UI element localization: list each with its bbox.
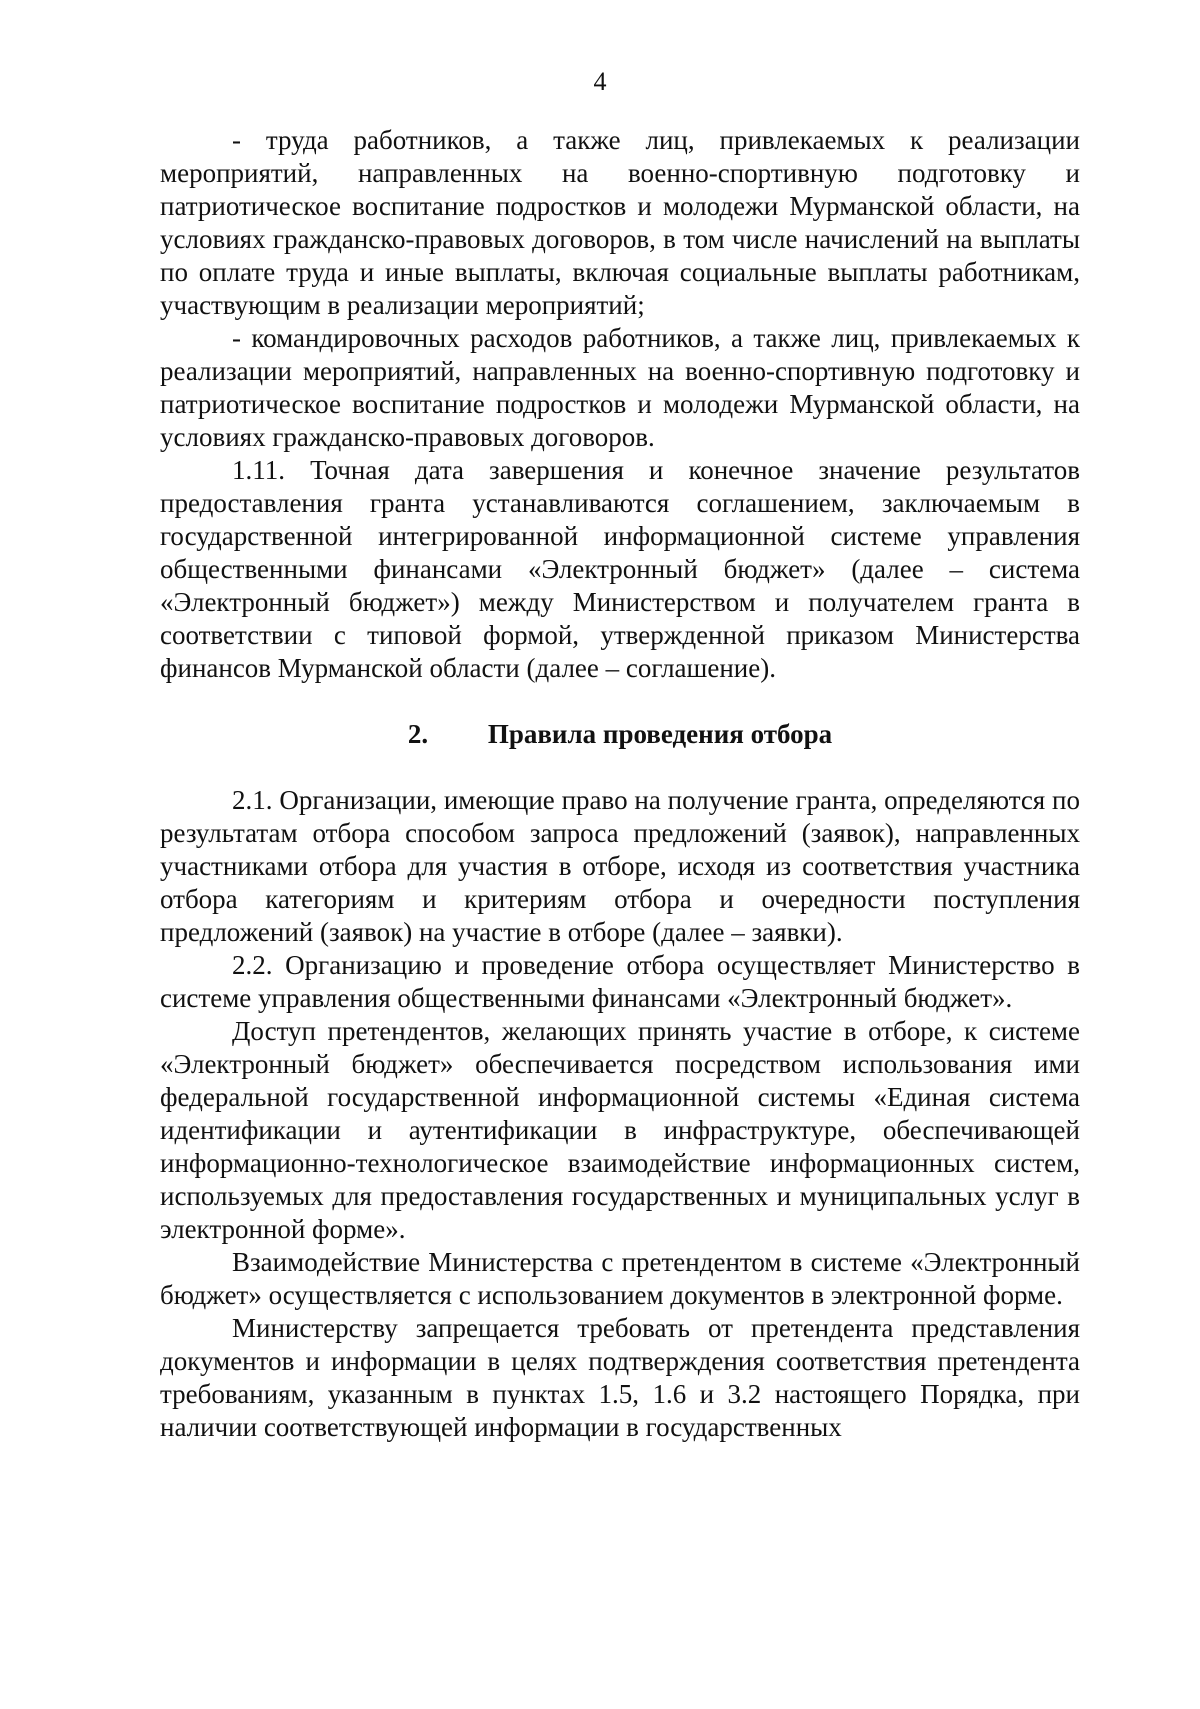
document-body xyxy=(160,124,1080,1444)
section-title: Правила проведения отбора xyxy=(487,719,833,749)
paragraph-labor-costs: - труда работников, а также лиц, привлекаемых к реализации мероприятий, направленных на военно-спортивную подготовку и патриотическое воспитание подростков и молодежи Мурманской области, на условиях гражданско-правовых договоров, в том числе начислений на выплаты по оплате труда и иные выплаты, включая социальные выплаты работникам, участвующим в реализации мероприятий; xyxy=(160,125,1080,320)
paragraph-interaction: Взаимодействие Министерства с претендентом в системе «Электронный бюджет» осуществляется с использованием документов в электронной форме. xyxy=(160,1247,1080,1310)
page-number: 4 xyxy=(593,67,607,96)
paragraph-1-11: 1.11. Точная дата завершения и конечное значение результатов предоставления гранта устанавливаются соглашением, заключаемым в государственной интегрированной информационной системе управления общественными финансами «Электронный бюджет» (далее – система «Электронный бюджет») между Министерством и получателем гранта в соответствии с типовой формой, утвержденной приказом Министерства финансов Мурманской области (далее – соглашение). xyxy=(160,455,1080,683)
section-heading xyxy=(160,718,1080,751)
paragraph-prohibition: Министерству запрещается требовать от претендента представления документов и информации в целях подтверждения соответствия претендента требованиям, указанным в пунктах 1.5, 1.6 и 3.2 настоящего Порядка, при наличии соответствующей информации в государственных xyxy=(160,1313,1080,1442)
paragraph-2-2: 2.2. Организацию и проведение отбора осуществляет Министерство в системе управления общественными финансами «Электронный бюджет». xyxy=(160,950,1080,1013)
paragraph-2-1: 2.1. Организации, имеющие право на получение гранта, определяются по результатам отбора способом запроса предложений (заявок), направленных участниками отбора для участия в отборе, исходя из соответствия участника отбора категориям и критериям отбора и очередности поступления предложений (заявок) на участие в отборе (далее – заявки). xyxy=(160,785,1080,947)
paragraph-access: Доступ претендентов, желающих принять участие в отборе, к системе «Электронный бюджет» обеспечивается посредством использования ими федеральной государственной информационной системы «Единая система идентификации и аутентификации в инфраструктуре, обеспечивающей информационно-технологическое взаимодействие информационных систем, используемых для предоставления государственных и муниципальных услуг в электронной форме». xyxy=(160,1016,1080,1244)
section-number: 2. xyxy=(407,719,429,749)
paragraph-travel-expenses: - командировочных расходов работников, а также лиц, привлекаемых к реализации мероприятий, направленных на военно-спортивную подготовку и патриотическое воспитание подростков и молодежи Мурманской области, на условиях гражданско-правовых договоров. xyxy=(160,323,1080,452)
